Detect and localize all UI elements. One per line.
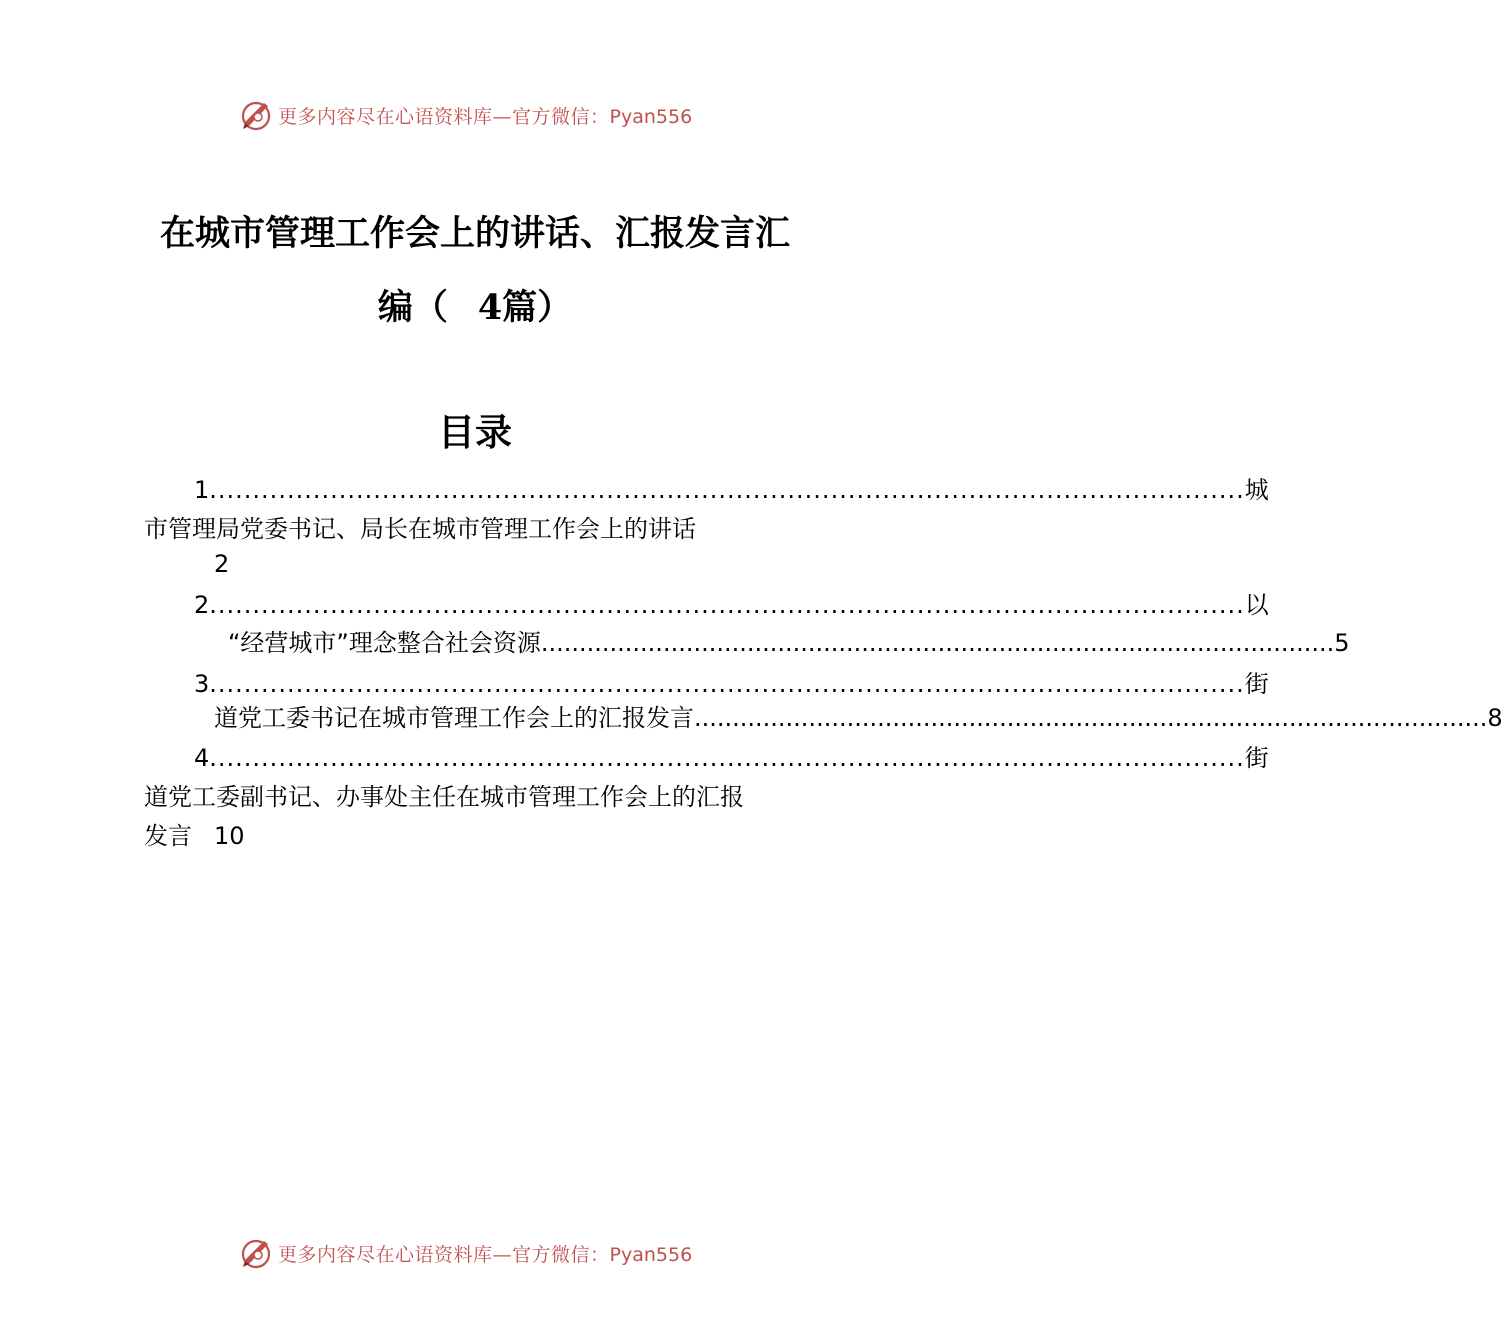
pen-logo-icon: [238, 97, 274, 133]
toc-leader-dots: ........................................................................................................................: [209, 476, 1245, 504]
toc-leader-dots: ........................................................................................................................: [209, 591, 1245, 619]
toc-entry-title-start: 城: [1244, 476, 1269, 504]
toc-entry-title: 道党工委书记在城市管理工作会上的汇报发言: [214, 704, 694, 732]
title-line2-right: 4篇）: [477, 287, 573, 328]
toc-heading: 目录: [438, 410, 512, 454]
toc-entry-2[interactable]: [194, 590, 1269, 620]
toc-entry-title: 发言: [144, 822, 192, 850]
toc-entry-3-title[interactable]: [214, 703, 1503, 733]
footer-banner: [0, 1233, 950, 1273]
toc-entry-page: 8: [1487, 704, 1503, 732]
toc-entry-4-title-cont[interactable]: [144, 821, 245, 851]
toc-entry-number: 4: [194, 744, 210, 772]
pen-logo-icon: [238, 1235, 274, 1271]
banner-text: 更多内容尽在心语资料库—官方微信：: [278, 105, 610, 128]
header-banner: [0, 95, 950, 135]
toc-leader-dots: ........................................................................................................................: [209, 670, 1245, 698]
toc-entry-page: 5: [1334, 629, 1350, 657]
toc-entry-4-title[interactable]: 道党工委副书记、办事处主任在城市管理工作会上的汇报: [144, 783, 744, 811]
toc-entry-page: 10: [214, 822, 245, 850]
toc-entry-1-title[interactable]: 市管理局党委书记、局长在城市管理工作会上的讲话: [144, 515, 696, 543]
toc-entry-1[interactable]: [194, 475, 1269, 505]
toc-entry-title-start: 街: [1244, 744, 1269, 772]
toc-entry-title-start: 以: [1244, 591, 1269, 619]
toc-entry-4[interactable]: [194, 743, 1269, 773]
document-title-line1: 在城市管理工作会上的讲话、汇报发言汇: [159, 213, 790, 254]
banner-text: 更多内容尽在心语资料库—官方微信：: [278, 1243, 610, 1266]
toc-leader-dots: ........................................................................................................................: [209, 744, 1245, 772]
toc-leader-dots: ........................................................................................................: [540, 629, 1335, 657]
banner-wechat-id: Pyan556: [609, 1243, 693, 1266]
toc-entry-title-start: 街: [1244, 670, 1269, 698]
toc-entry-number: 2: [194, 591, 210, 619]
document-title-line2: [0, 280, 950, 330]
toc-entry-3[interactable]: [194, 669, 1269, 699]
banner-wechat-id: Pyan556: [609, 105, 693, 128]
toc-leader-dots: ........................................................................................................: [694, 704, 1488, 732]
toc-entry-2-title[interactable]: [228, 628, 1350, 658]
toc-entry-1-page[interactable]: 2: [214, 550, 230, 578]
title-line2-left: 编（: [377, 287, 448, 328]
toc-entry-title: “经营城市”理念整合社会资源: [228, 629, 541, 657]
toc-entry-number: 1: [194, 476, 210, 504]
toc-entry-number: 3: [194, 670, 210, 698]
